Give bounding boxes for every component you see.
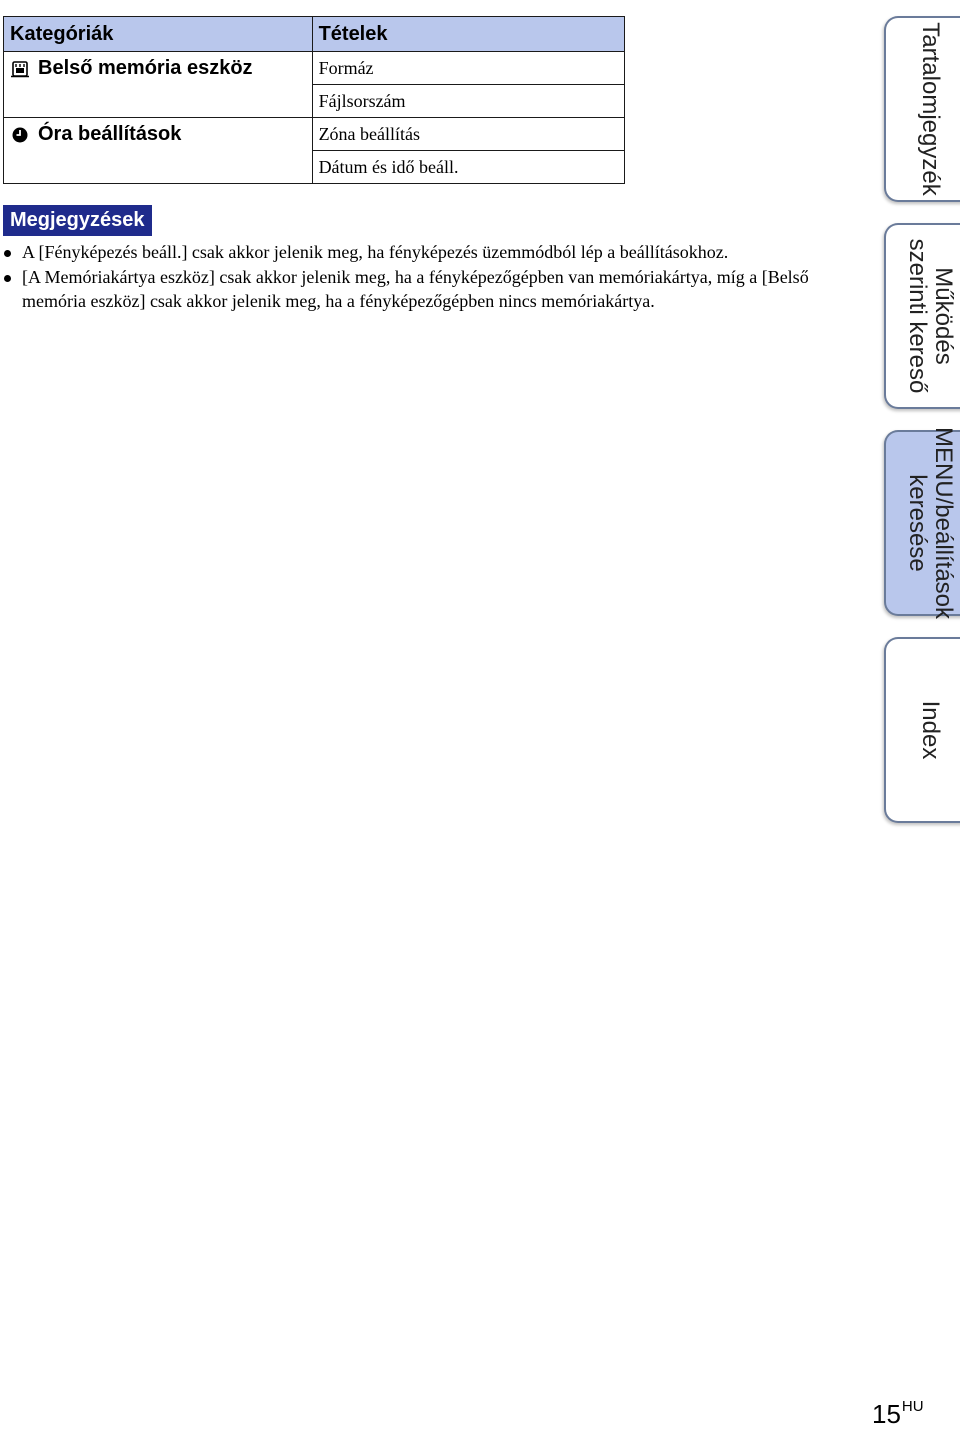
note-text: A [Fényképezés beáll.] csak akkor jelenik meg, ha fényképezés üzemmódból lép a beállításokhoz. (22, 242, 729, 262)
tab-table-of-contents[interactable] (884, 16, 960, 202)
table-row (4, 52, 625, 85)
header-items: Tételek (312, 17, 624, 52)
item-area-setting: Zóna beállítás (312, 118, 624, 151)
header-categories: Kategóriák (4, 17, 313, 52)
list-item (0, 240, 870, 265)
category-internal-memory (4, 52, 313, 118)
tab-label: Index (917, 700, 944, 760)
item-file-number: Fájlsorszám (312, 85, 624, 118)
page-number: $15^{HU}$ (872, 1398, 924, 1429)
category-label: Óra beállítások (38, 123, 182, 145)
internal-memory-icon (10, 59, 30, 79)
table-header-row (4, 17, 625, 52)
tab-menu-settings-search[interactable] (884, 426, 960, 620)
tab-index[interactable] (884, 637, 960, 823)
category-label: Belső memória eszköz (38, 57, 253, 79)
item-format: Formáz (312, 52, 624, 85)
category-clock-settings (4, 118, 313, 184)
note-text: [A Memóriakártya eszköz] csak akkor jelenik meg, ha a fényképezőgépben van memóriakártya, míg a [Belső memória eszköz] csak akkor jelenik meg, ha a fényképezőgépben nincs memóriakártya. (22, 266, 809, 311)
item-date-time-setting: Dátum és idő beáll. (312, 151, 624, 184)
table-row (4, 118, 625, 151)
notes-header: Megjegyzések (3, 205, 152, 236)
tab-operation-search[interactable] (884, 223, 960, 409)
list-item (0, 265, 870, 314)
notes-list (0, 240, 870, 314)
language-code: HU (901, 1398, 924, 1415)
clock-icon (10, 125, 30, 145)
bullet-icon (4, 250, 11, 257)
tab-label: Működés szerinti kereső (904, 238, 957, 394)
bullet-icon (4, 275, 11, 282)
tab-label: MENU/beállítások keresése (904, 426, 957, 620)
tab-label: Tartalomjegyzék (917, 22, 944, 196)
settings-table (3, 16, 625, 184)
